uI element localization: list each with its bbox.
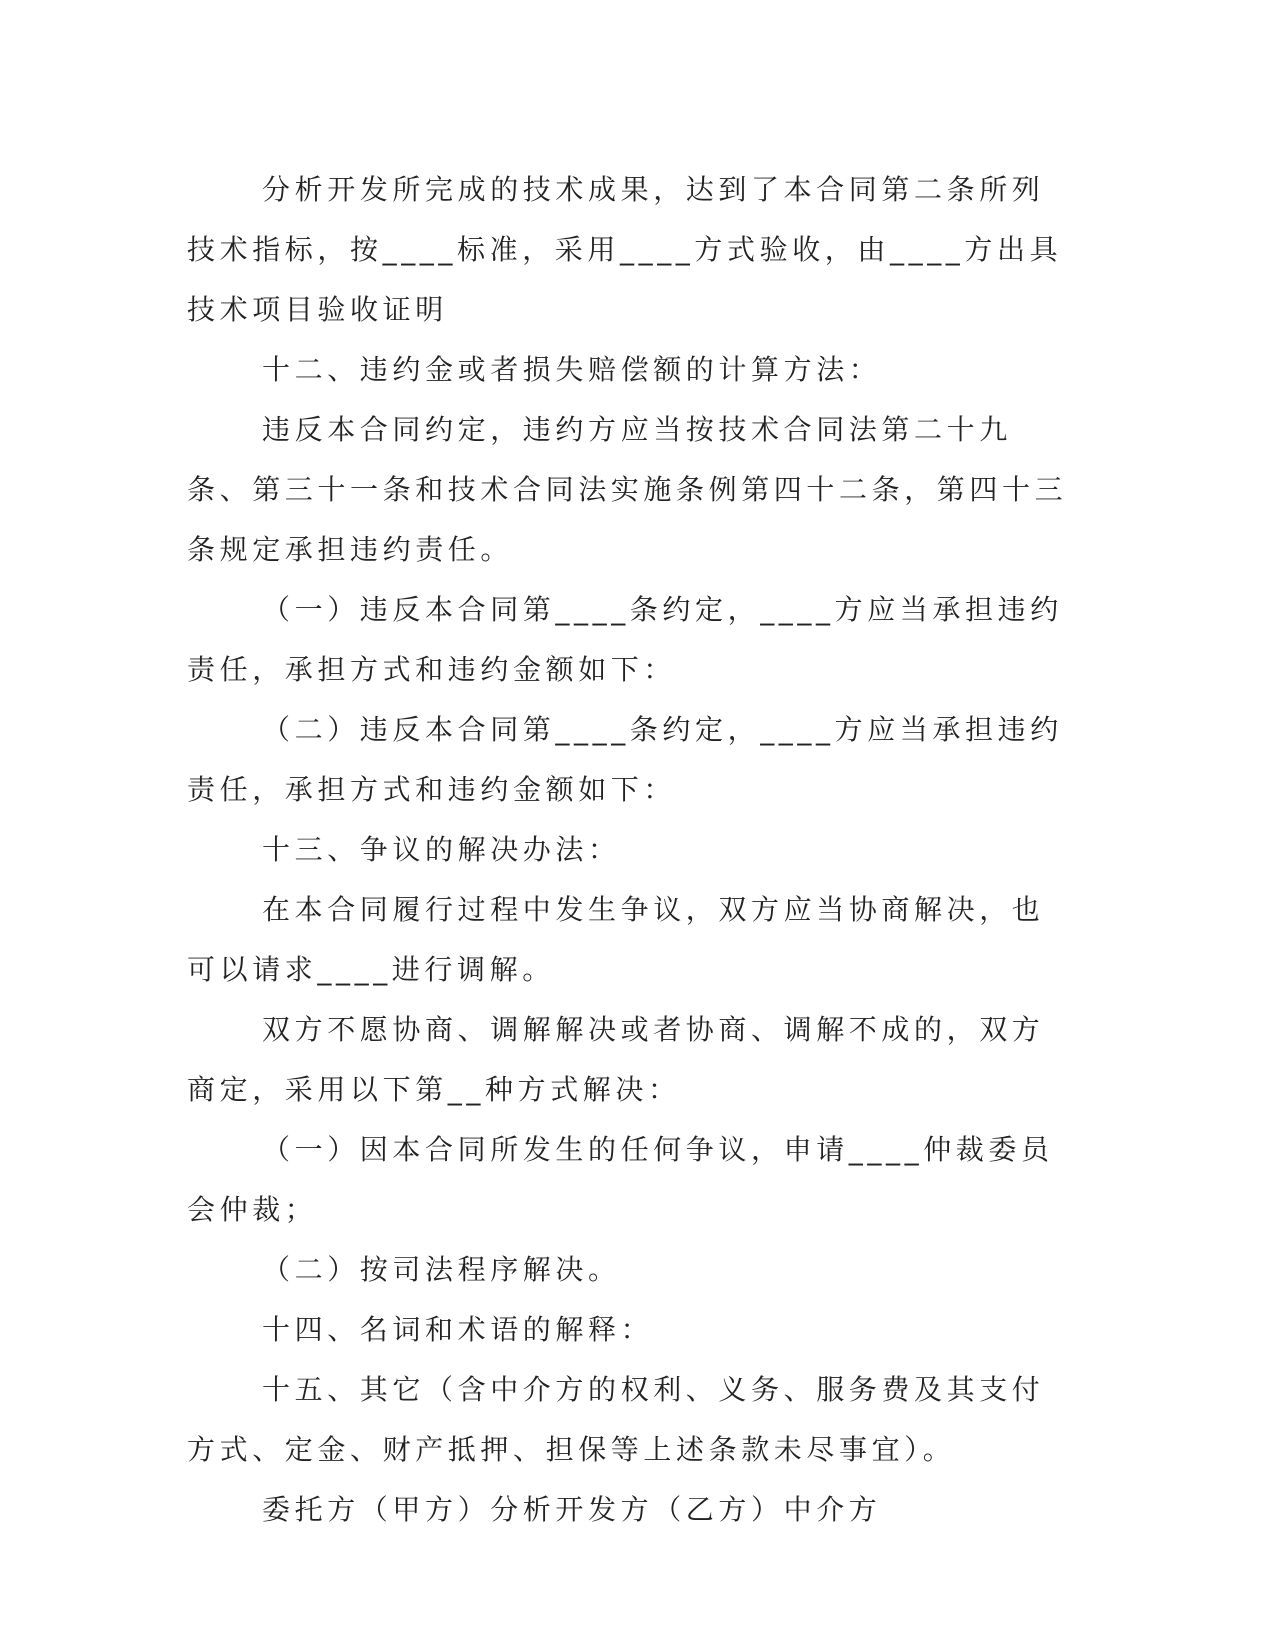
paragraph-resolution-method: 双方不愿协商、调解解决或者协商、调解不成的，双方商定，采用以下第__种方式解决： [187,1013,1045,1106]
paragraph-breach-1: （一）违反本合同第____条约定，____方应当承担违约责任，承担方式和违约金额如下： [187,593,1063,686]
paragraph-breach-2: （二）违反本合同第____条约定，____方应当承担违约责任，承担方式和违约金额如下： [187,713,1063,806]
paragraph-mediation: 在本合同履行过程中发生争议，双方应当协商解决，也可以请求____进行调解。 [187,893,1045,986]
paragraph-acceptance: 分析开发所完成的技术成果，达到了本合同第二条所列技术指标，按____标准，采用____方式验收，由____方出具技术项目验收证明 [187,173,1063,326]
paragraph-liability: 违反本合同约定，违约方应当按技术合同法第二十九条、第三十一条和技术合同法实施条例第四十二条，第四十三条规定承担违约责任。 [187,413,1068,566]
heading-section-13: 十三、争议的解决办法： [262,833,621,866]
heading-section-14: 十四、名词和术语的解释： [262,1313,654,1346]
paragraph-judicial: （二）按司法程序解决。 [262,1253,621,1286]
heading-section-15: 十五、其它（含中介方的权利、义务、服务费及其支付方式、定金、财产抵押、担保等上述条款未尽事宜）。 [187,1373,1045,1466]
paragraph-arbitration: （一）因本合同所发生的任何争议，申请____仲裁委员会仲裁； [187,1133,1054,1226]
heading-section-12: 十二、违约金或者损失赔偿额的计算方法： [262,353,882,386]
paragraph-signatories: 委托方（甲方）分析开发方（乙方）中介方 [262,1493,882,1526]
document-body [187,160,1071,1540]
